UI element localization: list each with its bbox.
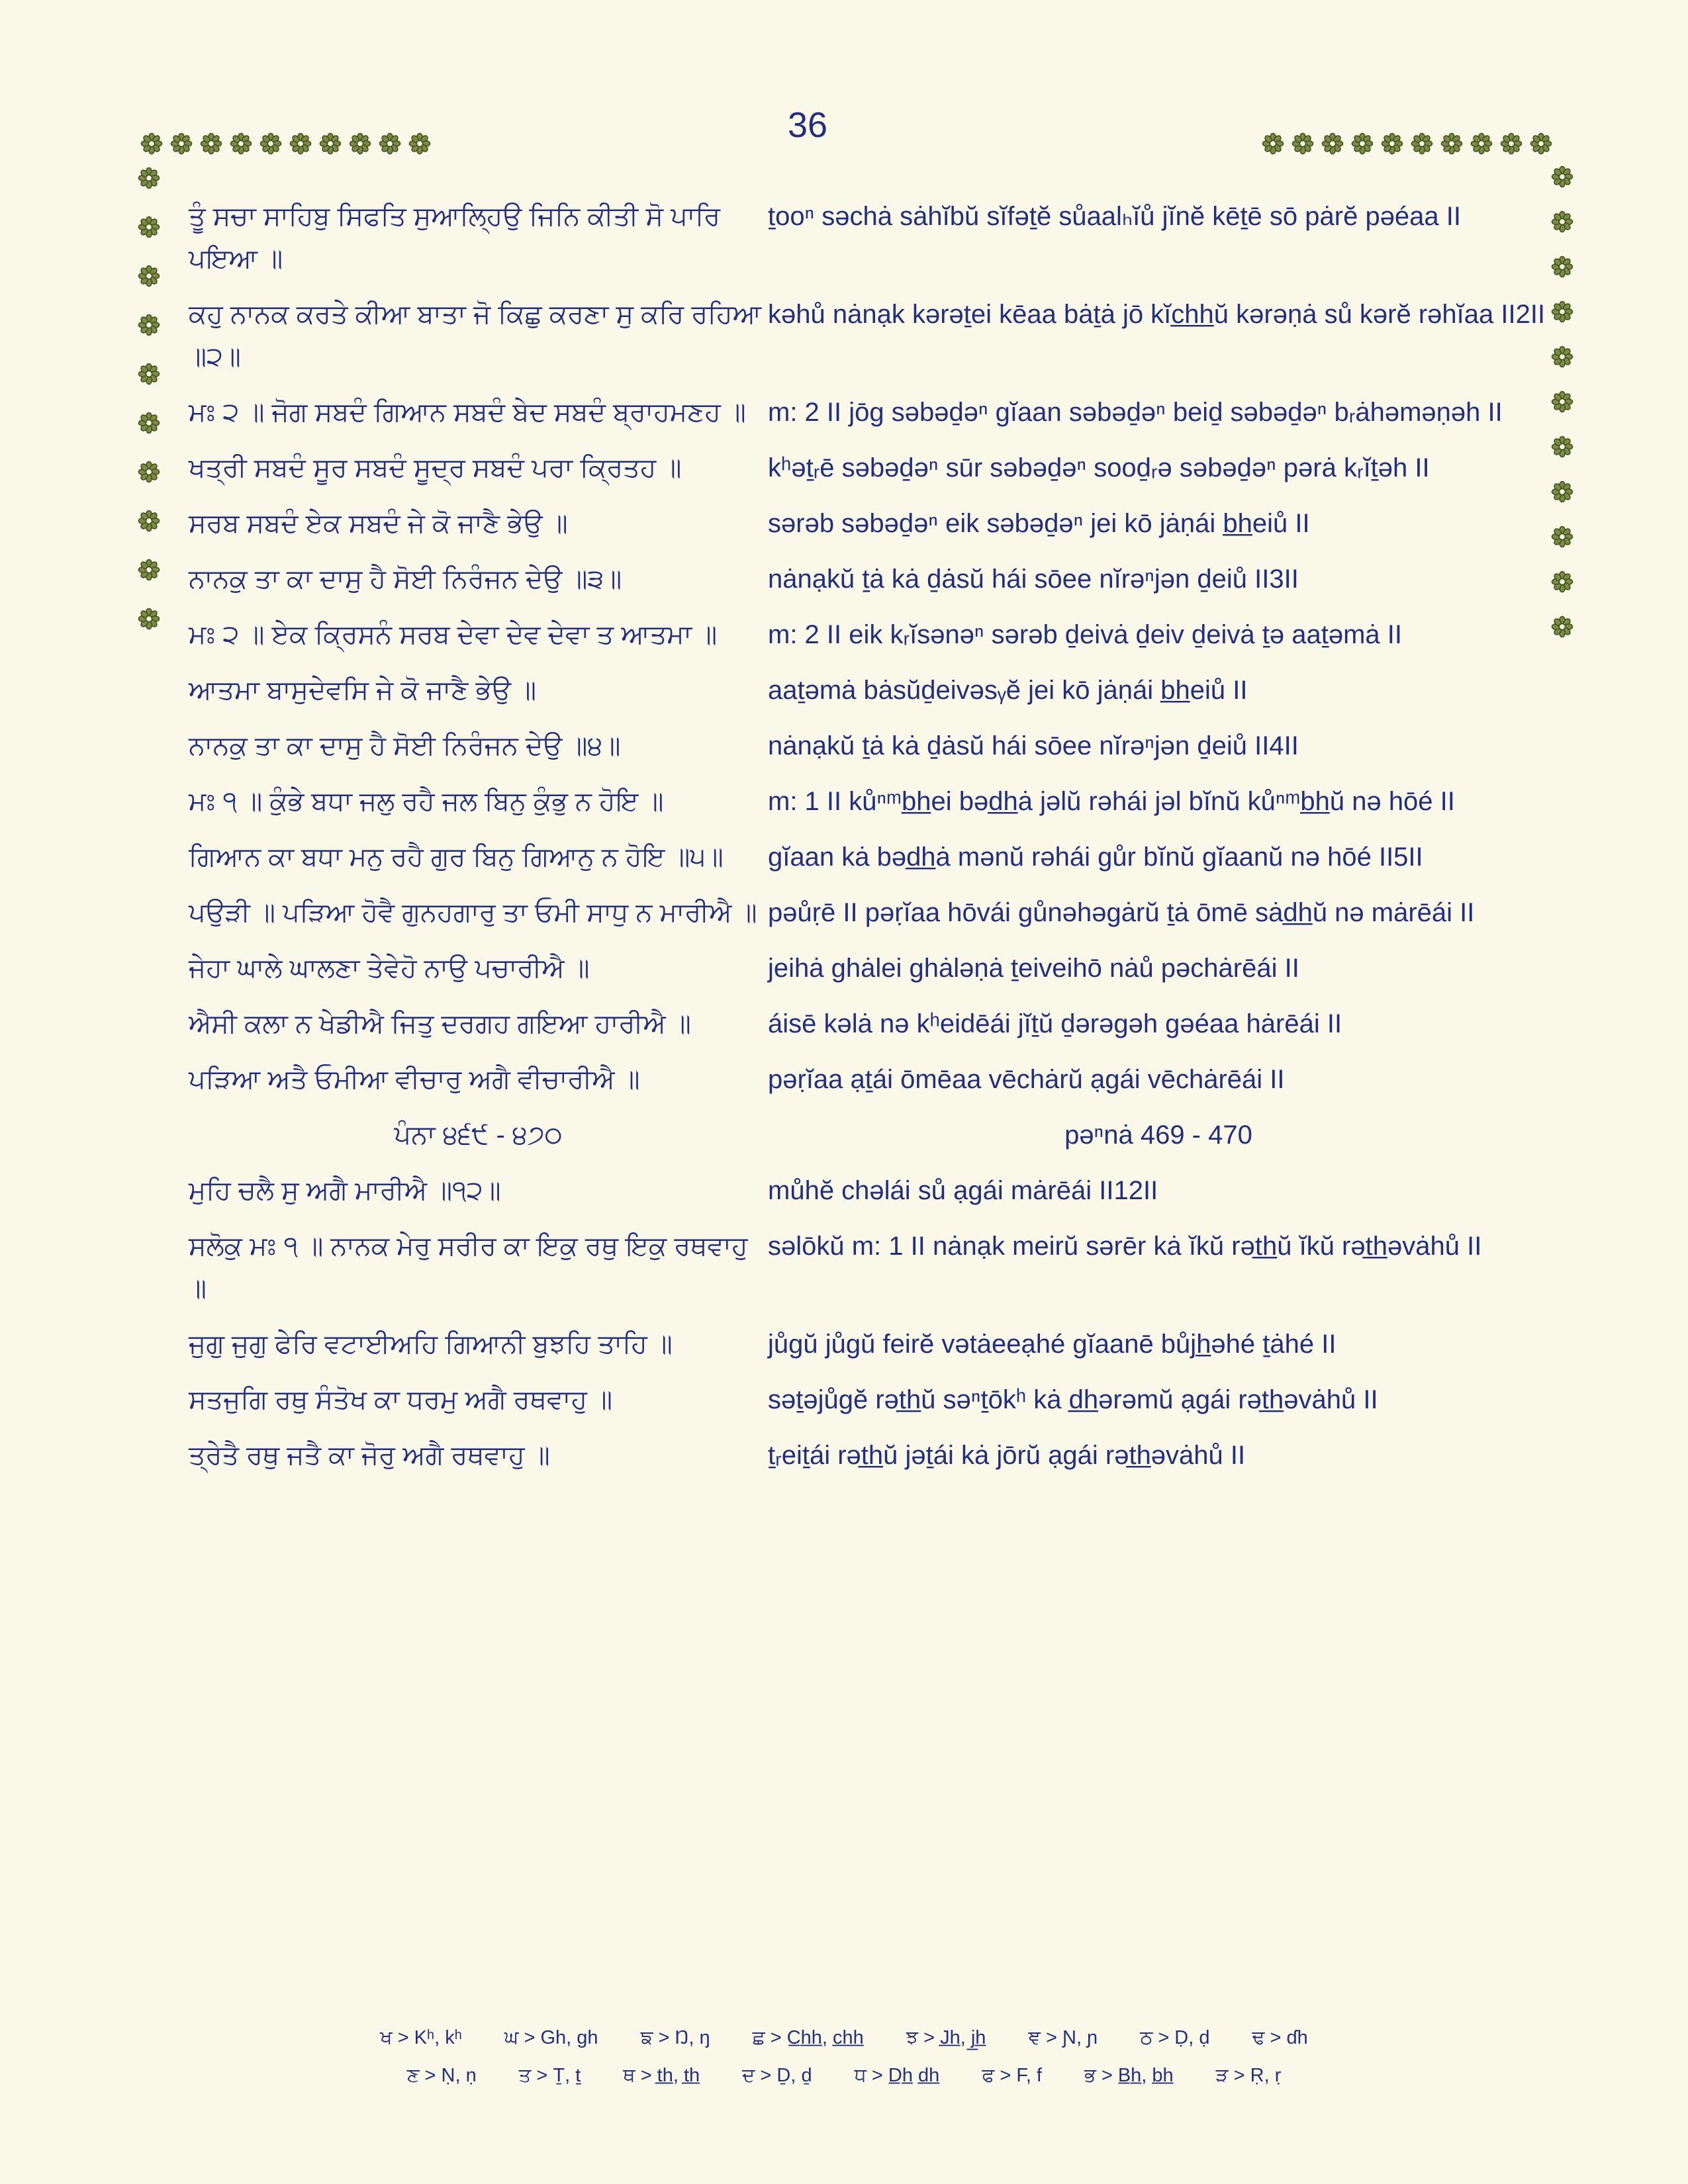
gurmukhi-line: ਨਾਨਕੁ ਤਾ ਕਾ ਦਾਸੁ ਹੈ ਸੋਈ ਨਿਰੰਜਨ ਦੇਉ ॥੪॥ (189, 731, 621, 760)
legend-entry: ਥ > t̲h̲, t̲h̲ (623, 2065, 700, 2086)
transliteration-line: pəůṛē II pəṛĭaa hōvái gůnəhəgȧrŭ ṯȧ ōmē sȧd̲h̲ŭ nə mȧrēái II (768, 898, 1475, 927)
legend-entry: ਙ > Ŋ, ŋ (640, 2027, 710, 2048)
transliteration-line: jeihȧ ghȧlei ghȧləṇȧ ṯeiveihō nȧů pəchȧrēái II (768, 954, 1299, 983)
flower-icon (230, 132, 252, 155)
transliteration-line: m: 2 II eik kᵣĭsənəⁿ sərəb ḏeivȧ ḏeiv ḏeivȧ ṯə aaṯəmȧ II (768, 620, 1403, 649)
page-reference-gurmukhi: ਪੰਨਾ ੪੬੯ - ੪੭੦ (394, 1120, 563, 1150)
scripture-text (189, 195, 1556, 1477)
gurmukhi-line: ਖਤ੍ਰੀ ਸਬਦੰ ਸੂਰ ਸਬਦੰ ਸੂਦ੍ਰ ਸਬਦੰ ਪਰਾ ਕ੍ਰਿਤਹ ॥ (189, 453, 682, 482)
legend-entry: ੜ > Ṛ, ṛ (1215, 2065, 1282, 2086)
transliteration-line: m: 1 II kůⁿᵐb̲h̲ei bəd̲h̲ȧ jəlŭ rəhái jəl bĭnŭ kůⁿᵐb̲h̲ŭ nə hōé II (768, 787, 1455, 816)
gurmukhi-line: ਮਃ ੨ ॥ ਜੋਗ ਸਬਦੰ ਗਿਆਨ ਸਬਦੰ ਬੇਦ ਸਬਦੰ ਬ੍ਰਾਹਮਣਹ ॥ (189, 398, 746, 427)
gurmukhi-line: ਤ੍ਰੇਤੈ ਰਥੁ ਜਤੈ ਕਾ ਜੋਰੁ ਅਗੈ ਰਥਵਾਹੁ ॥ (189, 1441, 550, 1470)
flower-icon (1551, 165, 1573, 188)
flower-border-left (138, 167, 160, 630)
flower-icon (1440, 132, 1463, 155)
gurmukhi-line: ਮੁਹਿ ਚਲੈ ਸੁ ਅਗੈ ਮਾਰੀਐ ॥੧੨॥ (189, 1176, 501, 1205)
legend-entry: ਫ > F, f (982, 2065, 1042, 2086)
flower-icon (1470, 132, 1493, 155)
transliteration-line: m: 2 II jōg səbəḏəⁿ gĭaan səbəḏəⁿ beiḏ səbəḏəⁿ bᵣȧhəməṇəh II (768, 398, 1503, 427)
gurmukhi-line: ਜੇਹਾ ਘਾਲੇ ਘਾਲਣਾ ਤੇਵੇਹੋ ਨਾਉ ਪਚਾਰੀਐ ॥ (189, 954, 590, 983)
flower-icon (319, 132, 342, 155)
transliteration-line: kʰəṯᵣē səbəḏəⁿ sūr səbəḏəⁿ sooḏᵣə səbəḏəⁿ pərȧ kᵣĭṯəh II (768, 453, 1430, 482)
transliteration-line: můhĕ chəlái sů ạgái mȧrēái II12II (768, 1176, 1158, 1205)
gurmukhi-line: ਮਃ ੨ ॥ ਏਕ ਕ੍ਰਿਸਨੰ ਸਰਬ ਦੇਵਾ ਦੇਵ ਦੇਵਾ ਤ ਆਤਮਾ ॥ (189, 620, 718, 649)
flower-icon (138, 608, 160, 630)
gurmukhi-line: ਸਲੋਕੁ ਮਃ ੧ ॥ ਨਾਨਕ ਮੇਰੁ ਸਰੀਰ ਕਾ ਇਕੁ ਰਥੁ ਇਕੁ ਰਥਵਾਹੁ ॥ (189, 1232, 748, 1303)
flower-icon (1381, 132, 1403, 155)
transliteration-line: nȧnạkŭ ṯȧ kȧ ḏȧsŭ hái sōee nĭrəⁿjən ḏeiů II3II (768, 565, 1299, 594)
legend-entry: ਣ > Ṇ, ṇ (406, 2065, 477, 2086)
legend-entry: ਧ > D̲h̲ d̲h̲ (854, 2065, 940, 2086)
flower-icon (1351, 132, 1374, 155)
gurmukhi-line: ਆਤਮਾ ਬਾਸੁਦੇਵਸਿ ਜੇ ਕੋ ਜਾਣੈ ਭੇਉ ॥ (189, 676, 537, 705)
transliteration-line: ṯooⁿ səchȧ sȧhĭbŭ sĭfəṯĕ sůaalₕĭů jĭnĕ kēṯē sō pȧrĕ pəéaa II (768, 202, 1462, 231)
flower-icon (138, 265, 160, 287)
transliteration-line: səṯəjůgĕ rət̲h̲ŭ səⁿṯōkʰ kȧ d̲h̲ərəmŭ ạgái rət̲h̲əvȧhů II (768, 1385, 1378, 1414)
flower-border-top-right (1262, 132, 1552, 155)
transliteration-line: ṯᵣeiṯái rət̲h̲ŭ jəṯái kȧ jōrŭ ạgái rət̲h̲əvȧhů II (768, 1441, 1246, 1470)
gurmukhi-line: ਗਿਆਨ ਕਾ ਬਧਾ ਮਨੁ ਰਹੈ ਗੁਰ ਬਿਨੁ ਗਿਆਨੁ ਨ ਹੋਇ ॥੫॥ (189, 842, 724, 872)
transliteration-line: səlōkŭ m: 1 II nȧnạk meirŭ sərēr kȧ ĭkŭ rət̲h̲ŭ ĭkŭ rət̲h̲əvȧhů II (768, 1232, 1482, 1261)
page-reference-translit: pəⁿnȧ 469 - 470 (1064, 1120, 1252, 1150)
flower-icon (138, 559, 160, 581)
legend-row-2 (407, 2065, 1282, 2087)
gurmukhi-line: ਕਹੁ ਨਾਨਕ ਕਰਤੇ ਕੀਆ ਬਾਤਾ ਜੋ ਕਿਛੁ ਕਰਣਾ ਸੁ ਕਰਿ ਰਹਿਆ ॥੨॥ (189, 300, 762, 371)
transliteration-line: aaṯəmȧ bȧsŭḏeivəsᵧĕ jei kō jȧṇái b̲h̲eiů II (768, 676, 1248, 705)
transliteration-line: jůgŭ jůgŭ feirĕ vətȧeeạhé gĭaanē bůjh̲əhé ṯȧhé II (768, 1330, 1336, 1359)
flower-icon (1530, 132, 1552, 155)
transliteration-line: áisē kəlȧ nə kʰeidēái jĭṯŭ ḏərəgəh gəéaa hȧrēái II (768, 1009, 1342, 1038)
legend-entry: ਠ > Ḍ, ḍ (1140, 2027, 1210, 2048)
flower-icon (379, 132, 401, 155)
flower-icon (138, 216, 160, 238)
page-number: 36 (787, 105, 828, 145)
flower-icon (1291, 132, 1314, 155)
gurmukhi-line: ਨਾਨਕੁ ਤਾ ਕਾ ਦਾਸੁ ਹੈ ਸੋਈ ਨਿਰੰਜਨ ਦੇਉ ॥੩॥ (189, 565, 622, 594)
gurmukhi-line: ਸਰਬ ਸਬਦੰ ਏਕ ਸਬਦੰ ਜੇ ਕੋ ਜਾਣੈ ਭੇਉ ॥ (189, 509, 568, 538)
gurmukhi-line: ਪਉੜੀ ॥ ਪੜਿਆ ਹੋਵੈ ਗੁਨਹਗਾਰੁ ਤਾ ਓਮੀ ਸਾਧੁ ਨ ਮਾਰੀਐ ॥ (189, 898, 757, 927)
flower-icon (138, 412, 160, 434)
pronunciation-legend (0, 2027, 1688, 2087)
legend-entry: ਭ > B̲h̲, b̲h̲ (1084, 2065, 1174, 2086)
legend-entry: ਛ > C̲h̲h̲, c̲h̲h̲ (752, 2027, 864, 2048)
transliteration-line: kəhů nȧnạk kərəṯei kēaa bȧṯȧ jō kĭc̲h̲h̲ŭ kərəṇȧ sů kərĕ rəhĭaa II2II (768, 300, 1546, 329)
flower-icon (138, 461, 160, 483)
gurmukhi-line: ਮਃ ੧ ॥ ਕੁੰਭੇ ਬਧਾ ਜਲੁ ਰਹੈ ਜਲ ਬਿਨੁ ਕੁੰਭੁ ਨ ਹੋਇ ॥ (189, 787, 664, 816)
legend-entry: ਦ > Ḏ, ḏ (742, 2065, 812, 2086)
flower-icon (138, 363, 160, 385)
transliteration-line: nȧnạkŭ ṯȧ kȧ ḏȧsŭ hái sōee nĭrəⁿjən ḏeiů II4II (768, 731, 1299, 760)
flower-icon (1411, 132, 1433, 155)
gurmukhi-line: ਤੂੰ ਸਚਾ ਸਾਹਿਬੁ ਸਿਫਤਿ ਸੁਆਲ੍ਹਿਉ ਜਿਨਿ ਕੀਤੀ ਸੋ ਪਾਰਿ ਪਇਆ ॥ (189, 202, 721, 273)
transliteration-line: pəṛĭaa ạṯái ōmēaa vēchȧrŭ ạgái vēchȧrēái II (768, 1065, 1285, 1094)
transliteration-line: gĭaan kȧ bəd̲h̲ȧ mənŭ rəhái gůr bĭnŭ gĭaanŭ nə hōé II5II (768, 842, 1423, 872)
legend-entry: ਝ > J̲h̲, j̲h̲ (906, 2027, 986, 2048)
flower-icon (1321, 132, 1344, 155)
flower-icon (349, 132, 371, 155)
flower-icon (138, 314, 160, 336)
flower-icon (138, 510, 160, 532)
flower-icon (1262, 132, 1284, 155)
flower-icon (1500, 132, 1523, 155)
flower-icon (170, 132, 193, 155)
gurmukhi-line: ਐਸੀ ਕਲਾ ਨ ਖੇਡੀਐ ਜਿਤੁ ਦਰਗਹ ਗਇਆ ਹਾਰੀਐ ॥ (189, 1009, 691, 1038)
flower-border-top-left (140, 132, 431, 155)
legend-entry: ਘ > Gh, gh (504, 2027, 598, 2048)
gurmukhi-line: ਪੜਿਆ ਅਤੈ ਓਮੀਆ ਵੀਚਾਰੁ ਅਗੈ ਵੀਚਾਰੀਐ ॥ (189, 1065, 640, 1094)
flower-icon (200, 132, 222, 155)
legend-entry: ਢ > ɗh (1252, 2027, 1308, 2048)
gurmukhi-line: ਸਤਜੁਗਿ ਰਥੁ ਸੰਤੋਖ ਕਾ ਧਰਮੁ ਅਗੈ ਰਥਵਾਹੁ ॥ (189, 1385, 613, 1414)
transliteration-line: sərəb səbəḏəⁿ eik səbəḏəⁿ jei kō jȧṇái b̲h̲eiů II (768, 509, 1310, 538)
legend-entry: ਖ > Kʰ, kʰ (380, 2027, 462, 2048)
gurmukhi-line: ਜੁਗੁ ਜੁਗੁ ਫੇਰਿ ਵਟਾਈਅਹਿ ਗਿਆਨੀ ਬੁਝਹਿ ਤਾਹਿ ॥ (189, 1330, 673, 1359)
legend-entry: ਞ > Ɲ, ɲ (1028, 2027, 1098, 2048)
legend-entry: ਤ > Ṯ, ṯ (518, 2065, 581, 2086)
legend-row-1 (380, 2027, 1308, 2049)
flower-icon (140, 132, 163, 155)
flower-icon (289, 132, 312, 155)
flower-icon (408, 132, 431, 155)
flower-icon (138, 167, 160, 189)
flower-icon (259, 132, 282, 155)
